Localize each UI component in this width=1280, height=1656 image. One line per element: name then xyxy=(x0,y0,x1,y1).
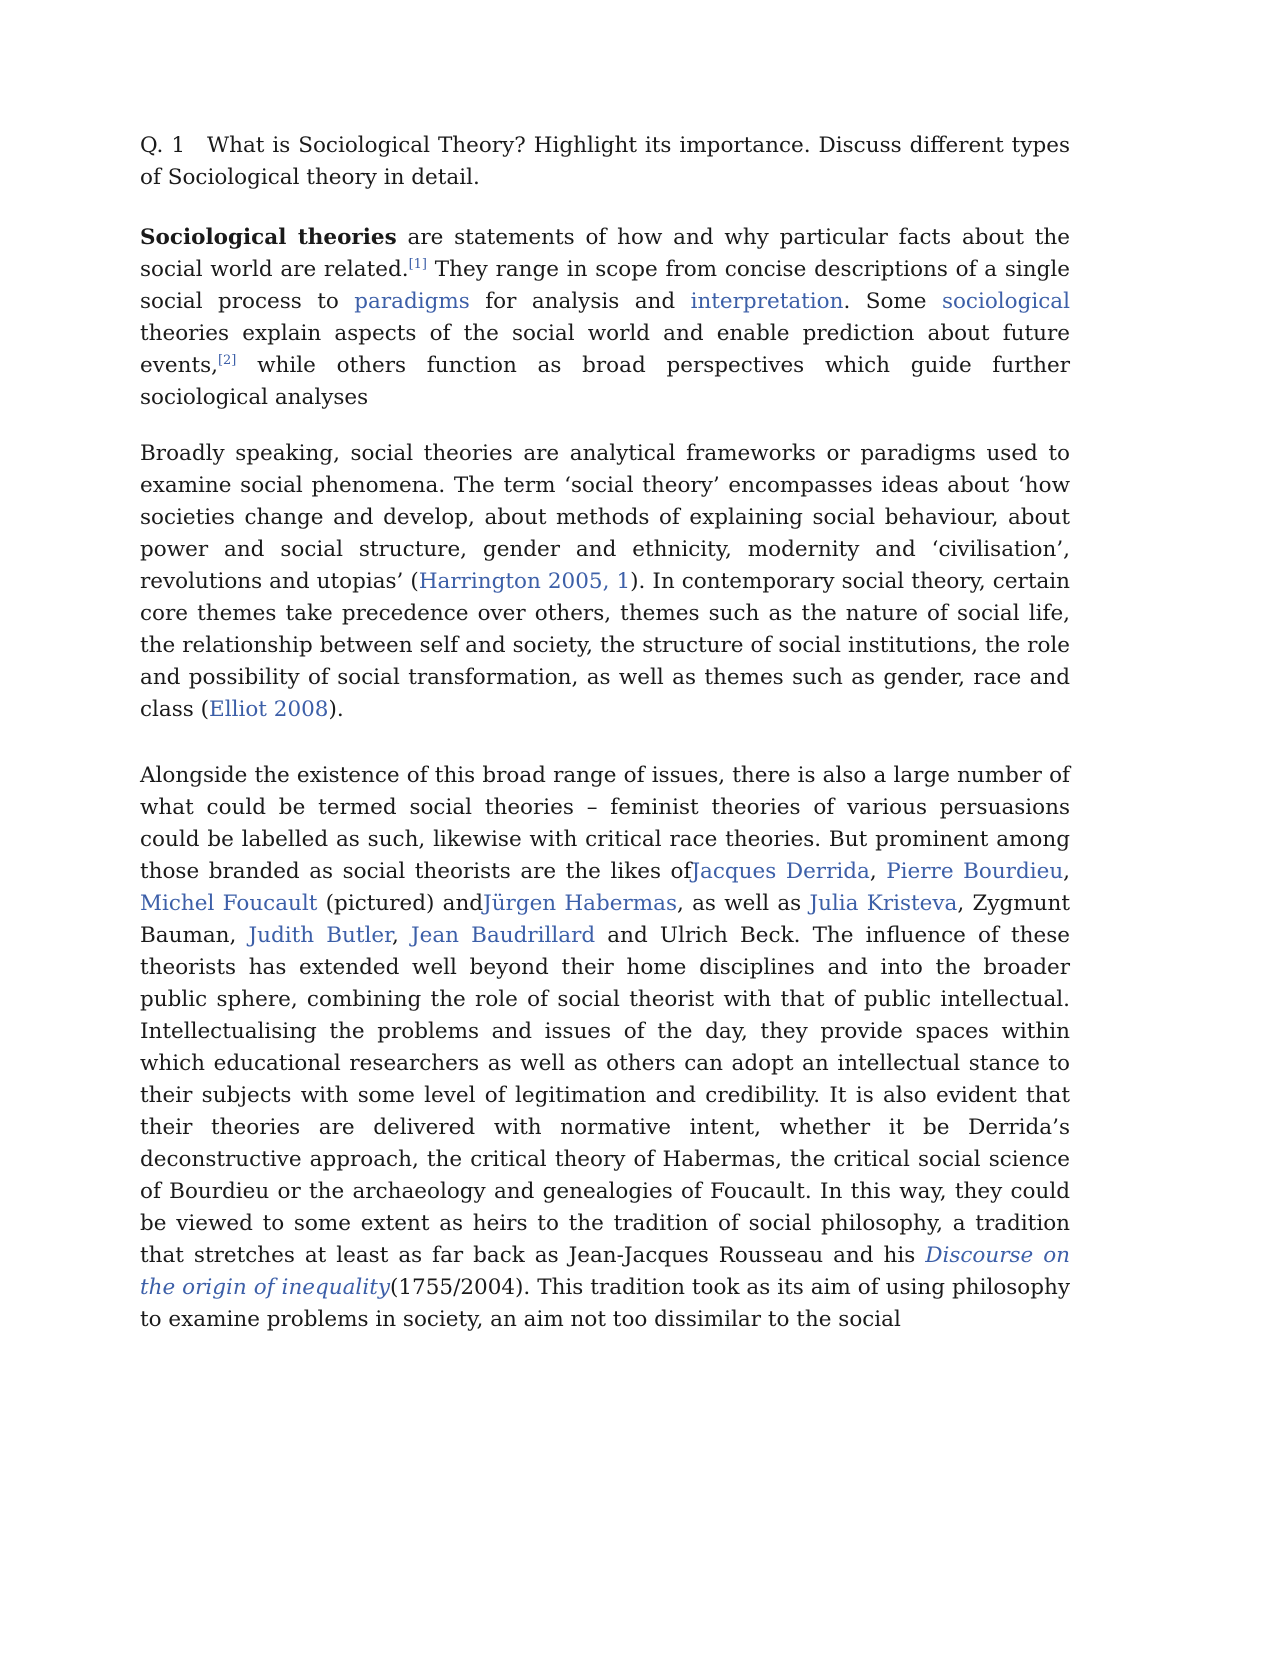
link-jurgen-habermas[interactable]: Jürgen Habermas xyxy=(483,891,677,916)
link-pierre-bourdieu[interactable]: Pierre Bourdieu xyxy=(886,859,1064,884)
link-sociological[interactable]: sociological xyxy=(941,289,1070,314)
question-number: Q. 1 xyxy=(140,133,186,158)
paragraph-definition xyxy=(140,222,1070,414)
p3-seg5: , as well as xyxy=(677,891,810,916)
link-harrington-2005[interactable]: Harrington 2005, 1 xyxy=(418,569,631,594)
link-julia-kristeva[interactable]: Julia Kristeva xyxy=(809,891,958,916)
link-elliot-2008[interactable]: Elliot 2008 xyxy=(209,697,329,722)
p1-seg1: are statements of how and why particular facts about the social world are related. xyxy=(140,225,1071,282)
p3-seg4: (pictured) and xyxy=(317,891,484,916)
p3-seg6: , Zygmunt Bauman, xyxy=(140,891,1071,948)
p2-seg1: Broadly speaking, social theories are analytical frameworks or paradigms used to examine social phenomena. The term ‘social theory’ encompasses ideas about ‘how societies change and develop, about methods of explaining social behaviour, about power and social structure, gender and ethnicity, modernity and ‘civilisation’, revolutions and utopias’ ( xyxy=(140,441,1070,594)
citation-ref-1[interactable]: [1] xyxy=(408,256,428,272)
p2-seg3: ). xyxy=(328,697,344,722)
p3-seg9: (1755/2004). This tradition took as its aim of using philosophy to examine problems in society, an aim not too dissimilar to the social xyxy=(140,1275,1070,1332)
link-paradigms[interactable]: paradigms xyxy=(354,289,470,314)
paragraph-broadly-speaking xyxy=(140,438,1070,726)
p1-seg2: They range in scope from concise descriptions of a single social process to xyxy=(140,257,1070,314)
document-body xyxy=(140,130,1070,1336)
p3-seg8: and Ulrich Beck. The influence of these theorists has extended well beyond their home disciplines and into the broader public sphere, combining the role of social theorist with that of public intellectual. Intellectualising the problems and issues of the day, they provide spaces within which educational researchers as well as others can adopt an intellectual stance to their subjects with some level of legitimation and credibility. It is also evident that their theories are delivered with normative intent, whether it be Derrida’s deconstructive approach, the critical theory of Habermas, the critical social science of Bourdieu or the archaeology and genealogies of Foucault. In this way, they could be viewed to some extent as heirs to the tradition of social philosophy, a tradition that stretches at least as far back as Jean-Jacques Rousseau and his xyxy=(140,923,1070,1268)
p1-seg6: while others function as broad perspectives which guide further sociological analyses xyxy=(140,353,1070,410)
p3-seg3: , xyxy=(1063,859,1071,884)
p2-seg2: ). In contemporary social theory, certain core themes take precedence over others, themes such as the nature of social life, the relationship between self and society, the structure of social institutions, the role and possibility of social transformation, as well as themes such as gender, race and class ( xyxy=(140,569,1071,722)
p3-seg7: , xyxy=(392,923,411,948)
link-michel-foucault[interactable]: Michel Foucault xyxy=(140,891,318,916)
link-interpretation[interactable]: interpretation xyxy=(690,289,844,314)
question-text: What is Sociological Theory? Highlight its importance. Discuss different types of Sociological theory in detail. xyxy=(140,133,1070,190)
p3-seg2: , xyxy=(869,859,887,884)
link-discourse-on-inequality[interactable]: Discourse on the origin of inequality xyxy=(140,1243,1071,1300)
p1-seg5: theories explain aspects of the social world and enable prediction about future events, xyxy=(140,321,1070,378)
link-jean-baudrillard[interactable]: Jean Baudrillard xyxy=(411,923,596,948)
link-jacques-derrida[interactable]: Jacques Derrida xyxy=(691,859,870,884)
p1-seg4: . Some xyxy=(843,289,942,314)
citation-ref-2[interactable]: [2] xyxy=(217,352,237,368)
p3-seg1: Alongside the existence of this broad range of issues, there is also a large number of what could be termed social theories – feminist theories of various persuasions could be labelled as such, likewise with critical race theories. But prominent among those branded as social theorists are the likes of xyxy=(140,763,1070,884)
term-sociological-theories: Sociological theories xyxy=(140,225,397,250)
p1-seg3: for analysis and xyxy=(469,289,691,314)
link-judith-butler[interactable]: Judith Butler xyxy=(248,923,393,948)
question-heading xyxy=(140,130,1070,194)
paragraph-alongside xyxy=(140,760,1070,1336)
